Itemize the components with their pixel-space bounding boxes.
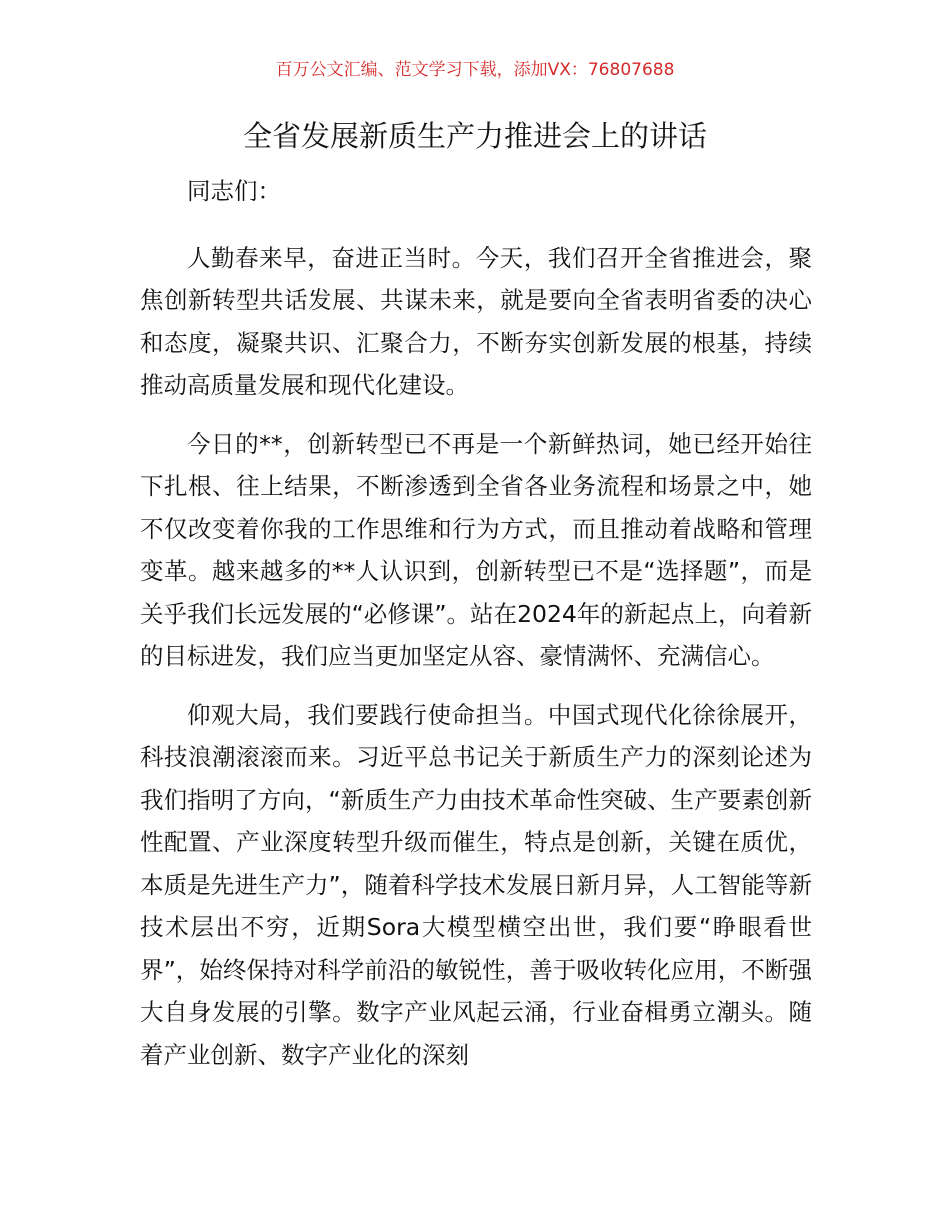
- watermark-header-note: 百万公文汇编、范文学习下载，添加VX：76807688: [275, 60, 675, 80]
- paragraph-1: 人勤春来早，奋进正当时。今天，我们召开全省推进会，聚焦创新转型共话发展、共谋未来，就是要向全省表明省委的决心和态度，凝聚共识、汇聚合力，不断夯实创新发展的根基，持续推动高质量发展和现代化建设。: [140, 243, 812, 399]
- document-body: [140, 170, 812, 1092]
- paragraph-2: 今日的**，创新转型已不再是一个新鲜热词，她已经开始往下扎根、往上结果，不断渗透到全省各业务流程和场景之中，她不仅改变着你我的工作思维和行为方式，而且推动着战略和管理变革。越来越多的**人认识到，创新转型已不是“选择题”，而是关乎我们长远发展的“必修课”。站在2024年的新起点上，向着新的目标进发，我们应当更加坚定从容、豪情满怀、充满信心。: [140, 429, 812, 670]
- paragraph-3: 仰观大局，我们要践行使命担当。中国式现代化徐徐展开，科技浪潮滚滚而来。习近平总书记关于新质生产力的深刻论述为我们指明了方向，“新质生产力由技术革命性突破、生产要素创新性配置、产业深度转型升级而催生，特点是创新，关键在质优，本质是先进生产力”，随着科学技术发展日新月异，人工智能等新技术层出不穷，近期Sora大模型横空出世，我们要“睁眼看世界”，始终保持对科学前沿的敏锐性，善于吸收转化应用，不断强大自身发展的引擎。数字产业风起云涌，行业奋楫勇立潮头。随着产业创新、数字产业化的深刻: [140, 700, 812, 1069]
- salutation: 同志们：: [187, 177, 281, 205]
- document-title: 全省发展新质生产力推进会上的讲话: [242, 119, 707, 153]
